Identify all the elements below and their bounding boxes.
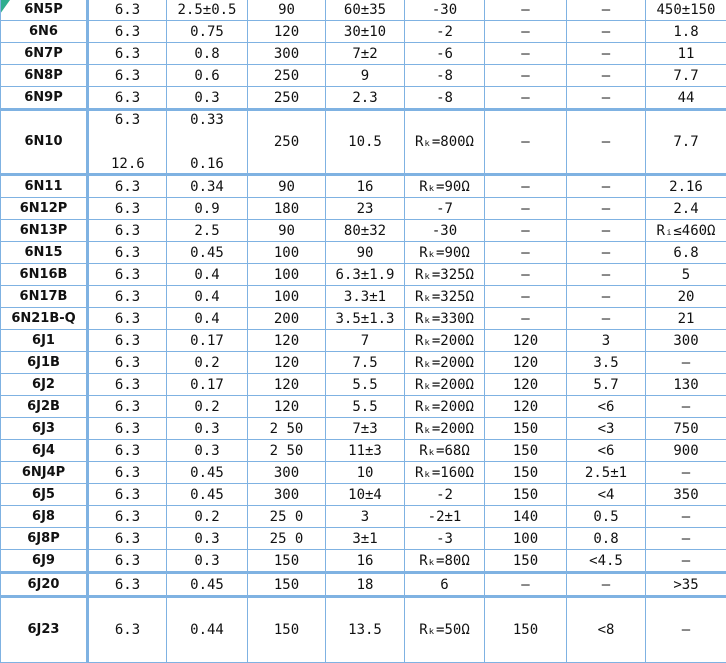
value-cell: — — [485, 573, 567, 597]
value-cell: 0.45 — [167, 462, 248, 484]
value-cell: 150 — [485, 440, 567, 462]
value-cell: — — [567, 87, 646, 110]
value-cell: — — [646, 597, 726, 663]
value-cell: 120 — [248, 352, 326, 374]
table-row — [1, 175, 726, 198]
value-cell: — — [567, 573, 646, 597]
value-cell: 6.3 — [88, 175, 167, 198]
tube-model-cell: 6J2 — [1, 374, 88, 396]
tube-model-cell: 6N16B — [1, 264, 88, 286]
value-cell: 0.3 — [167, 528, 248, 550]
table-row — [1, 352, 726, 374]
value-cell: 90 — [248, 220, 326, 242]
value-cell: 20 — [646, 286, 726, 308]
value-cell: 300 — [646, 330, 726, 352]
value-cell: <6 — [567, 440, 646, 462]
value-cell: — — [567, 0, 646, 21]
table-row — [1, 0, 726, 21]
tube-model-cell: 6N11 — [1, 175, 88, 198]
value-cell: 6.3 — [88, 242, 167, 264]
value-cell: — — [567, 220, 646, 242]
value-cell: — — [567, 198, 646, 220]
value-cell: — — [646, 462, 726, 484]
tube-model-cell: 6N15 — [1, 242, 88, 264]
table-row — [1, 286, 726, 308]
value-cell: 10±4 — [326, 484, 405, 506]
tube-model-cell: 6J23 — [1, 597, 88, 663]
value-cell: 250 — [248, 87, 326, 110]
value-cell: 3.5 — [567, 352, 646, 374]
table-row — [1, 418, 726, 440]
value-bottom: 12.6 — [91, 155, 164, 173]
value-cell: 1.8 — [646, 21, 726, 43]
value-cell: — — [485, 65, 567, 87]
value-cell: — — [485, 175, 567, 198]
value-cell: Rᵢ≤460Ω — [646, 220, 726, 242]
value-cell: 2 50 — [248, 418, 326, 440]
value-cell: 0.3 — [167, 87, 248, 110]
value-cell: -6 — [405, 43, 485, 65]
value-cell: 6.8 — [646, 242, 726, 264]
value-cell: -2 — [405, 21, 485, 43]
value-cell: 6.3 — [88, 462, 167, 484]
value-cell: 0.6 — [167, 65, 248, 87]
value-cell: — — [567, 43, 646, 65]
value-cell: 0.34 — [167, 175, 248, 198]
value-cell: 6.3 — [88, 506, 167, 528]
table-row — [1, 308, 726, 330]
value-cell: 120 — [485, 330, 567, 352]
value-cell: 0.17 — [167, 374, 248, 396]
value-cell: 6.3±1.9 — [326, 264, 405, 286]
value-cell: 6.3 — [88, 597, 167, 663]
value-cell: -3 — [405, 528, 485, 550]
value-cell: 90 — [326, 242, 405, 264]
value-cell: 120 — [248, 330, 326, 352]
value-cell: 0.3 — [167, 440, 248, 462]
value-cell: 0.45 — [167, 242, 248, 264]
value-cell: -30 — [405, 0, 485, 21]
split-value-cell — [88, 110, 167, 175]
value-cell: 200 — [248, 308, 326, 330]
tube-model-cell: 6N8P — [1, 65, 88, 87]
tube-model-cell: 6N17B — [1, 286, 88, 308]
tube-model-cell: 6J1 — [1, 330, 88, 352]
value-cell: 300 — [248, 462, 326, 484]
value-cell: 100 — [485, 528, 567, 550]
value-cell: 150 — [485, 418, 567, 440]
value-cell: 0.4 — [167, 308, 248, 330]
table-row — [1, 506, 726, 528]
value-cell: 6.3 — [88, 0, 167, 21]
tube-model-cell: 6J9 — [1, 550, 88, 573]
value-cell: 3 — [567, 330, 646, 352]
value-cell: 2 50 — [248, 440, 326, 462]
value-cell: 3.5±1.3 — [326, 308, 405, 330]
value-cell: 30±10 — [326, 21, 405, 43]
value-cell: 0.9 — [167, 198, 248, 220]
value-cell: 250 — [248, 65, 326, 87]
value-cell: 10 — [326, 462, 405, 484]
value-cell: — — [485, 220, 567, 242]
value-cell: <4.5 — [567, 550, 646, 573]
value-cell: 100 — [248, 264, 326, 286]
value-cell: 180 — [248, 198, 326, 220]
value-cell: 7±3 — [326, 418, 405, 440]
value-cell: — — [646, 528, 726, 550]
value-cell: 7.7 — [646, 110, 726, 175]
value-cell: <3 — [567, 418, 646, 440]
tube-model-cell: 6N9P — [1, 87, 88, 110]
value-cell: — — [485, 308, 567, 330]
value-cell: 450±150 — [646, 0, 726, 21]
value-cell: — — [567, 21, 646, 43]
value-cell: 6.3 — [88, 374, 167, 396]
value-top: 6.3 — [91, 111, 164, 129]
tube-model-cell: 6J5 — [1, 484, 88, 506]
value-cell: 150 — [485, 597, 567, 663]
tube-model-cell: 6N10 — [1, 110, 88, 175]
value-cell: — — [485, 264, 567, 286]
value-cell: Rₖ=800Ω — [405, 110, 485, 175]
value-cell: — — [646, 550, 726, 573]
value-cell: 150 — [248, 597, 326, 663]
value-cell: 6.3 — [88, 43, 167, 65]
value-cell: 2.5±0.5 — [167, 0, 248, 21]
value-cell: — — [567, 264, 646, 286]
value-cell: 6.3 — [88, 198, 167, 220]
value-cell: 750 — [646, 418, 726, 440]
table-row — [1, 264, 726, 286]
value-cell: — — [485, 110, 567, 175]
tube-model-cell: 6J1B — [1, 352, 88, 374]
value-cell: 150 — [248, 573, 326, 597]
value-cell: 120 — [485, 374, 567, 396]
value-cell: 6.3 — [88, 286, 167, 308]
value-cell: 6.3 — [88, 308, 167, 330]
value-cell: Rₖ=200Ω — [405, 330, 485, 352]
value-cell: 60±35 — [326, 0, 405, 21]
value-cell: 6.3 — [88, 65, 167, 87]
table-row — [1, 65, 726, 87]
value-cell: 44 — [646, 87, 726, 110]
table-row — [1, 550, 726, 573]
value-cell: 0.4 — [167, 264, 248, 286]
value-cell: 18 — [326, 573, 405, 597]
value-cell: -30 — [405, 220, 485, 242]
value-cell: 3.3±1 — [326, 286, 405, 308]
value-cell: — — [567, 175, 646, 198]
value-cell: 6.3 — [88, 87, 167, 110]
value-cell: 350 — [646, 484, 726, 506]
value-cell: 3±1 — [326, 528, 405, 550]
tube-model-cell: 6J4 — [1, 440, 88, 462]
value-cell: Rₖ=330Ω — [405, 308, 485, 330]
value-cell: 6.3 — [88, 418, 167, 440]
value-cell: -2±1 — [405, 506, 485, 528]
value-cell: Rₖ=325Ω — [405, 264, 485, 286]
value-cell: 150 — [485, 484, 567, 506]
value-cell: 0.45 — [167, 573, 248, 597]
table-row — [1, 374, 726, 396]
value-cell: 0.75 — [167, 21, 248, 43]
value-cell: 150 — [485, 462, 567, 484]
value-cell: 6.3 — [88, 396, 167, 418]
value-cell: 6.3 — [88, 550, 167, 573]
value-cell: <4 — [567, 484, 646, 506]
value-cell: 6.3 — [88, 440, 167, 462]
value-cell: 0.4 — [167, 286, 248, 308]
value-cell: — — [567, 242, 646, 264]
value-cell: — — [485, 0, 567, 21]
value-cell: 7.5 — [326, 352, 405, 374]
tube-model-cell: 6J3 — [1, 418, 88, 440]
value-cell: Rₖ=325Ω — [405, 286, 485, 308]
value-cell: 5.5 — [326, 374, 405, 396]
value-cell: — — [567, 65, 646, 87]
value-cell: 25 0 — [248, 506, 326, 528]
tube-model-cell: 6J2B — [1, 396, 88, 418]
value-bottom: 0.16 — [169, 155, 245, 173]
value-cell: Rₖ=80Ω — [405, 550, 485, 573]
value-cell: 0.2 — [167, 396, 248, 418]
value-cell: 7 — [326, 330, 405, 352]
tube-model-cell: 6N5P — [1, 0, 88, 21]
value-cell: — — [567, 308, 646, 330]
value-cell: Rₖ=90Ω — [405, 242, 485, 264]
tube-model-cell: 6N12P — [1, 198, 88, 220]
value-cell: <6 — [567, 396, 646, 418]
value-cell: 120 — [248, 374, 326, 396]
value-cell: 10.5 — [326, 110, 405, 175]
split-value-cell — [167, 110, 248, 175]
value-cell: — — [567, 286, 646, 308]
table-row — [1, 330, 726, 352]
tube-model-cell: 6J8P — [1, 528, 88, 550]
value-cell: 90 — [248, 175, 326, 198]
value-top: 0.33 — [169, 111, 245, 129]
table-row — [1, 528, 726, 550]
value-cell: Rₖ=200Ω — [405, 396, 485, 418]
table-row — [1, 110, 726, 175]
value-cell: — — [485, 286, 567, 308]
value-cell: 6.3 — [88, 330, 167, 352]
table-row — [1, 198, 726, 220]
value-cell: 0.5 — [567, 506, 646, 528]
value-cell: 6.3 — [88, 264, 167, 286]
value-cell: 0.3 — [167, 550, 248, 573]
value-cell: 120 — [248, 21, 326, 43]
value-cell: 25 0 — [248, 528, 326, 550]
value-cell: Rₖ=160Ω — [405, 462, 485, 484]
value-cell: 2.5 — [167, 220, 248, 242]
value-cell: 300 — [248, 43, 326, 65]
table-row — [1, 21, 726, 43]
value-cell: 2.5±1 — [567, 462, 646, 484]
value-cell: -7 — [405, 198, 485, 220]
value-cell: 0.8 — [167, 43, 248, 65]
table-row — [1, 440, 726, 462]
value-cell: 6.3 — [88, 352, 167, 374]
value-cell: 2.16 — [646, 175, 726, 198]
value-cell: 250 — [248, 110, 326, 175]
value-cell: 6.3 — [88, 528, 167, 550]
value-cell: 0.8 — [567, 528, 646, 550]
tube-model-cell: 6N6 — [1, 21, 88, 43]
value-cell: -2 — [405, 484, 485, 506]
value-cell: 0.2 — [167, 506, 248, 528]
value-cell: — — [646, 396, 726, 418]
value-cell: 120 — [485, 352, 567, 374]
value-cell: 80±32 — [326, 220, 405, 242]
value-cell: 6.3 — [88, 573, 167, 597]
value-cell: 0.3 — [167, 418, 248, 440]
tube-model-cell: 6N7P — [1, 43, 88, 65]
value-cell: 7.7 — [646, 65, 726, 87]
value-cell: 9 — [326, 65, 405, 87]
table-row — [1, 43, 726, 65]
value-cell: 0.2 — [167, 352, 248, 374]
value-cell: 5.7 — [567, 374, 646, 396]
value-cell: 0.45 — [167, 484, 248, 506]
table-row — [1, 87, 726, 110]
value-cell: 90 — [248, 0, 326, 21]
value-cell: — — [567, 110, 646, 175]
value-cell: 130 — [646, 374, 726, 396]
value-cell: Rₖ=200Ω — [405, 352, 485, 374]
tube-model-cell: 6J20 — [1, 573, 88, 597]
value-cell: — — [485, 242, 567, 264]
value-cell: Rₖ=200Ω — [405, 418, 485, 440]
value-cell: 0.44 — [167, 597, 248, 663]
value-cell: — — [485, 87, 567, 110]
value-cell: 16 — [326, 550, 405, 573]
value-cell: -8 — [405, 87, 485, 110]
table-row — [1, 242, 726, 264]
value-cell: 120 — [485, 396, 567, 418]
value-cell: — — [646, 352, 726, 374]
value-cell: 21 — [646, 308, 726, 330]
value-cell: 2.3 — [326, 87, 405, 110]
value-cell: 13.5 — [326, 597, 405, 663]
value-cell: 140 — [485, 506, 567, 528]
tube-model-cell: 6NJ4P — [1, 462, 88, 484]
value-cell: 150 — [248, 550, 326, 573]
value-cell: 300 — [248, 484, 326, 506]
value-cell: 6.3 — [88, 21, 167, 43]
value-cell: — — [485, 21, 567, 43]
value-cell: 6.3 — [88, 220, 167, 242]
value-cell: 3 — [326, 506, 405, 528]
value-cell: 16 — [326, 175, 405, 198]
value-cell: <8 — [567, 597, 646, 663]
table-row — [1, 597, 726, 663]
value-cell: 5 — [646, 264, 726, 286]
value-cell: 6 — [405, 573, 485, 597]
value-cell: 100 — [248, 242, 326, 264]
value-cell: 5.5 — [326, 396, 405, 418]
table-row — [1, 573, 726, 597]
value-cell: 23 — [326, 198, 405, 220]
table-row — [1, 396, 726, 418]
value-cell: 120 — [248, 396, 326, 418]
tube-model-cell: 6J8 — [1, 506, 88, 528]
value-cell: — — [485, 43, 567, 65]
table-row — [1, 484, 726, 506]
value-cell: 150 — [485, 550, 567, 573]
value-cell: Rₖ=68Ω — [405, 440, 485, 462]
value-cell: 900 — [646, 440, 726, 462]
value-cell: 100 — [248, 286, 326, 308]
value-cell: 7±2 — [326, 43, 405, 65]
tube-model-cell: 6N21B-Q — [1, 308, 88, 330]
value-cell: Rₖ=90Ω — [405, 175, 485, 198]
table-row — [1, 220, 726, 242]
value-cell: 6.3 — [88, 484, 167, 506]
table-row — [1, 462, 726, 484]
value-cell: 11±3 — [326, 440, 405, 462]
value-cell: >35 — [646, 573, 726, 597]
value-cell: Rₖ=50Ω — [405, 597, 485, 663]
value-cell: 0.17 — [167, 330, 248, 352]
value-cell: 2.4 — [646, 198, 726, 220]
tube-model-cell: 6N13P — [1, 220, 88, 242]
value-cell: — — [646, 506, 726, 528]
value-cell: -8 — [405, 65, 485, 87]
value-cell: Rₖ=200Ω — [405, 374, 485, 396]
value-cell: — — [485, 198, 567, 220]
value-cell: 11 — [646, 43, 726, 65]
